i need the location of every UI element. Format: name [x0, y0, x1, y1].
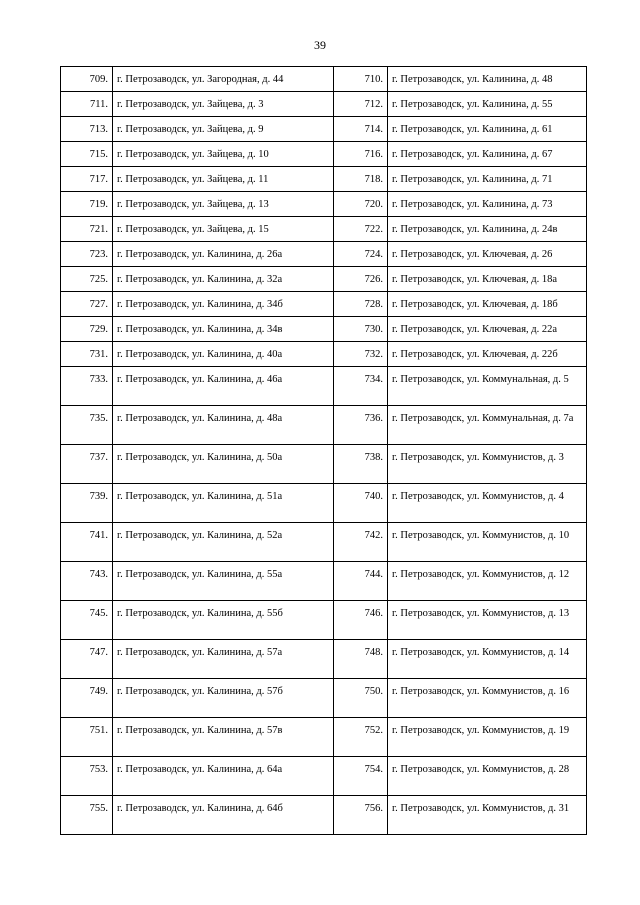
table-row	[61, 367, 587, 406]
table-row	[61, 167, 587, 192]
address-cell: г. Петрозаводск, ул. Калинина, д. 55б	[113, 601, 334, 640]
address-cell: г. Петрозаводск, ул. Калинина, д. 67	[388, 142, 587, 167]
address-cell: г. Петрозаводск, ул. Ключевая, д. 18б	[388, 292, 587, 317]
row-number: 739.	[61, 484, 113, 523]
table-row	[61, 67, 587, 92]
address-cell: г. Петрозаводск, ул. Коммунистов, д. 4	[388, 484, 587, 523]
row-number: 738.	[334, 445, 388, 484]
row-number: 722.	[334, 217, 388, 242]
address-cell: г. Петрозаводск, ул. Калинина, д. 57в	[113, 718, 334, 757]
table-row	[61, 796, 587, 835]
address-cell: г. Петрозаводск, ул. Коммунистов, д. 13	[388, 601, 587, 640]
address-cell: г. Петрозаводск, ул. Калинина, д. 61	[388, 117, 587, 142]
table-row	[61, 317, 587, 342]
address-cell: г. Петрозаводск, ул. Калинина, д. 55	[388, 92, 587, 117]
row-number: 715.	[61, 142, 113, 167]
table-row	[61, 142, 587, 167]
table-row	[61, 342, 587, 367]
address-cell: г. Петрозаводск, ул. Коммунистов, д. 16	[388, 679, 587, 718]
row-number: 736.	[334, 406, 388, 445]
table-row	[61, 484, 587, 523]
table-row	[61, 757, 587, 796]
table-row	[61, 192, 587, 217]
address-cell: г. Петрозаводск, ул. Калинина, д. 71	[388, 167, 587, 192]
address-cell: г. Петрозаводск, ул. Калинина, д. 46а	[113, 367, 334, 406]
address-cell: г. Петрозаводск, ул. Калинина, д. 57а	[113, 640, 334, 679]
row-number: 745.	[61, 601, 113, 640]
address-cell: г. Петрозаводск, ул. Зайцева, д. 3	[113, 92, 334, 117]
row-number: 748.	[334, 640, 388, 679]
row-number: 725.	[61, 267, 113, 292]
row-number: 743.	[61, 562, 113, 601]
address-cell: г. Петрозаводск, ул. Калинина, д. 26а	[113, 242, 334, 267]
address-cell: г. Петрозаводск, ул. Коммунистов, д. 14	[388, 640, 587, 679]
table-row	[61, 679, 587, 718]
row-number: 731.	[61, 342, 113, 367]
address-cell: г. Петрозаводск, ул. Зайцева, д. 11	[113, 167, 334, 192]
row-number: 729.	[61, 317, 113, 342]
row-number: 752.	[334, 718, 388, 757]
address-cell: г. Петрозаводск, ул. Ключевая, д. 22б	[388, 342, 587, 367]
table-row	[61, 267, 587, 292]
row-number: 737.	[61, 445, 113, 484]
row-number: 756.	[334, 796, 388, 835]
address-cell: г. Петрозаводск, ул. Зайцева, д. 13	[113, 192, 334, 217]
row-number: 750.	[334, 679, 388, 718]
address-cell: г. Петрозаводск, ул. Калинина, д. 34в	[113, 317, 334, 342]
table-row	[61, 562, 587, 601]
row-number: 712.	[334, 92, 388, 117]
row-number: 732.	[334, 342, 388, 367]
address-cell: г. Петрозаводск, ул. Зайцева, д. 9	[113, 117, 334, 142]
address-cell: г. Петрозаводск, ул. Загородная, д. 44	[113, 67, 334, 92]
row-number: 714.	[334, 117, 388, 142]
table-row	[61, 217, 587, 242]
address-cell: г. Петрозаводск, ул. Калинина, д. 73	[388, 192, 587, 217]
address-cell: г. Петрозаводск, ул. Коммунистов, д. 3	[388, 445, 587, 484]
address-cell: г. Петрозаводск, ул. Коммунальная, д. 7а	[388, 406, 587, 445]
table-row	[61, 445, 587, 484]
table-row	[61, 406, 587, 445]
row-number: 723.	[61, 242, 113, 267]
table-row	[61, 242, 587, 267]
table-row	[61, 601, 587, 640]
address-cell: г. Петрозаводск, ул. Ключевая, д. 22а	[388, 317, 587, 342]
address-cell: г. Петрозаводск, ул. Ключевая, д. 26	[388, 242, 587, 267]
address-cell: г. Петрозаводск, ул. Коммунистов, д. 19	[388, 718, 587, 757]
address-cell: г. Петрозаводск, ул. Калинина, д. 64а	[113, 757, 334, 796]
row-number: 744.	[334, 562, 388, 601]
row-number: 730.	[334, 317, 388, 342]
address-cell: г. Петрозаводск, ул. Зайцева, д. 10	[113, 142, 334, 167]
row-number: 726.	[334, 267, 388, 292]
address-cell: г. Петрозаводск, ул. Калинина, д. 64б	[113, 796, 334, 835]
row-number: 741.	[61, 523, 113, 562]
row-number: 742.	[334, 523, 388, 562]
page-number: 39	[314, 38, 326, 52]
address-cell: г. Петрозаводск, ул. Коммунистов, д. 31	[388, 796, 587, 835]
row-number: 728.	[334, 292, 388, 317]
row-number: 713.	[61, 117, 113, 142]
address-cell: г. Петрозаводск, ул. Калинина, д. 57б	[113, 679, 334, 718]
address-cell: г. Петрозаводск, ул. Зайцева, д. 15	[113, 217, 334, 242]
address-cell: г. Петрозаводск, ул. Коммунистов, д. 28	[388, 757, 587, 796]
row-number: 724.	[334, 242, 388, 267]
row-number: 755.	[61, 796, 113, 835]
row-number: 747.	[61, 640, 113, 679]
row-number: 734.	[334, 367, 388, 406]
row-number: 719.	[61, 192, 113, 217]
row-number: 753.	[61, 757, 113, 796]
row-number: 740.	[334, 484, 388, 523]
row-number: 746.	[334, 601, 388, 640]
address-cell: г. Петрозаводск, ул. Коммунистов, д. 12	[388, 562, 587, 601]
row-number: 711.	[61, 92, 113, 117]
table-row	[61, 117, 587, 142]
table-row	[61, 718, 587, 757]
row-number: 733.	[61, 367, 113, 406]
address-cell: г. Петрозаводск, ул. Калинина, д. 32а	[113, 267, 334, 292]
address-cell: г. Петрозаводск, ул. Калинина, д. 34б	[113, 292, 334, 317]
address-cell: г. Петрозаводск, ул. Калинина, д. 55а	[113, 562, 334, 601]
row-number: 751.	[61, 718, 113, 757]
address-cell: г. Петрозаводск, ул. Калинина, д. 51а	[113, 484, 334, 523]
row-number: 720.	[334, 192, 388, 217]
address-table	[60, 66, 587, 835]
address-cell: г. Петрозаводск, ул. Калинина, д. 50а	[113, 445, 334, 484]
address-cell: г. Петрозаводск, ул. Калинина, д. 48а	[113, 406, 334, 445]
row-number: 710.	[334, 67, 388, 92]
row-number: 721.	[61, 217, 113, 242]
address-cell: г. Петрозаводск, ул. Ключевая, д. 18а	[388, 267, 587, 292]
row-number: 716.	[334, 142, 388, 167]
table-row	[61, 292, 587, 317]
address-cell: г. Петрозаводск, ул. Калинина, д. 24в	[388, 217, 587, 242]
address-cell: г. Петрозаводск, ул. Калинина, д. 48	[388, 67, 587, 92]
row-number: 735.	[61, 406, 113, 445]
table-row	[61, 92, 587, 117]
row-number: 727.	[61, 292, 113, 317]
address-cell: г. Петрозаводск, ул. Коммунистов, д. 10	[388, 523, 587, 562]
row-number: 717.	[61, 167, 113, 192]
address-table-body	[61, 67, 587, 835]
table-row	[61, 640, 587, 679]
row-number: 754.	[334, 757, 388, 796]
address-cell: г. Петрозаводск, ул. Калинина, д. 40а	[113, 342, 334, 367]
address-cell: г. Петрозаводск, ул. Коммунальная, д. 5	[388, 367, 587, 406]
table-row	[61, 523, 587, 562]
row-number: 749.	[61, 679, 113, 718]
row-number: 718.	[334, 167, 388, 192]
row-number: 709.	[61, 67, 113, 92]
address-cell: г. Петрозаводск, ул. Калинина, д. 52а	[113, 523, 334, 562]
